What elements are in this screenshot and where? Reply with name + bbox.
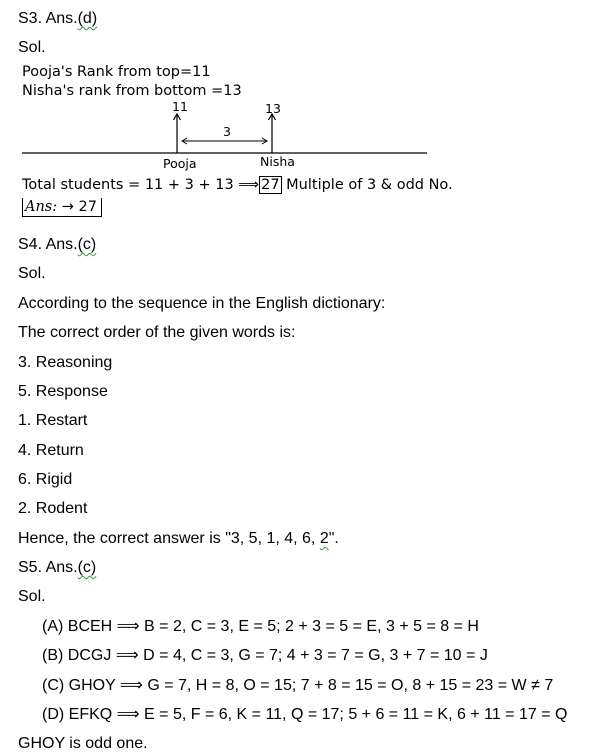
rank-line-svg [22,62,442,172]
answer-value: 27 [78,199,97,215]
s4-heading [18,235,96,255]
s5-heading-text: S5. Ans. [18,559,78,576]
list-item: 6. Rigid [18,471,73,488]
s3-heading-text: S3. Ans. [18,10,78,27]
s4-sol: Sol. [18,265,46,282]
list-item: 5. Response [18,383,108,400]
nisha-label: Nisha [260,154,295,169]
gap-number: 3 [223,124,231,139]
list-item: 3. Reasoning [18,354,113,371]
s5-option-c: (C) GHOY ⟹ G = 7, H = 8, O = 15; 7 + 8 = 15 = O, 8 + 15 = 23 = W ≠ 7 [42,677,554,694]
s3-sol: Sol. [18,39,46,56]
s3-answer: (d) [77,10,98,27]
s4-conclusion-end: ". [328,530,339,547]
pooja-label: Pooja [163,156,197,171]
nisha-rank-number: 13 [265,101,281,116]
s5-conclusion: GHOY is odd one. [18,735,148,752]
pooja-rank-text: Pooja's Rank from top=11 [22,64,211,80]
s4-conclusion-text: Hence, the correct answer is "3, 5, 1, 4, 6, [18,530,320,547]
list-item: 2. Rodent [18,500,88,517]
total-value-box: 27 [261,177,280,193]
s4-conclusion-last: 2 [319,530,329,547]
s5-heading [18,558,96,578]
s4-answer: (c) [77,236,97,253]
answer-box [22,198,102,217]
total-suffix: Multiple of 3 & odd No. [281,177,453,193]
s5-sol: Sol. [18,588,46,605]
rank-diagram [22,62,453,222]
implies-arrow-icon: ⟹ [238,177,260,193]
s4-heading-text: S4. Ans. [18,236,78,253]
answer-label: Ans: [25,199,58,215]
s3-heading [18,9,97,29]
pooja-rank-number: 11 [172,99,188,114]
answer-arrow-icon: → [57,199,79,215]
total-prefix: Total students = 11 + 3 + 13 [22,177,239,193]
s5-option-a: (A) BCEH ⟹ B = 2, C = 3, E = 5; 2 + 3 = 5 = E, 3 + 5 = 8 = H [42,618,479,635]
s4-lead: The correct order of the given words is: [18,324,296,341]
nisha-rank-text: Nisha's rank from bottom =13 [22,83,242,99]
s4-intro: According to the sequence in the English dictionary: [18,295,386,312]
list-item: 1. Restart [18,412,88,429]
s4-conclusion [18,529,339,549]
total-students-line [22,177,453,194]
s5-option-b: (B) DCGJ ⟹ D = 4, C = 3, G = 7; 4 + 3 = 7 = G, 3 + 7 = 10 = J [42,647,488,664]
s5-answer: (c) [77,559,97,576]
s5-option-d: (D) EFKQ ⟹ E = 5, F = 6, K = 11, Q = 17; 5 + 6 = 11 = K, 6 + 11 = 17 = Q [42,706,568,723]
list-item: 4. Return [18,442,84,459]
